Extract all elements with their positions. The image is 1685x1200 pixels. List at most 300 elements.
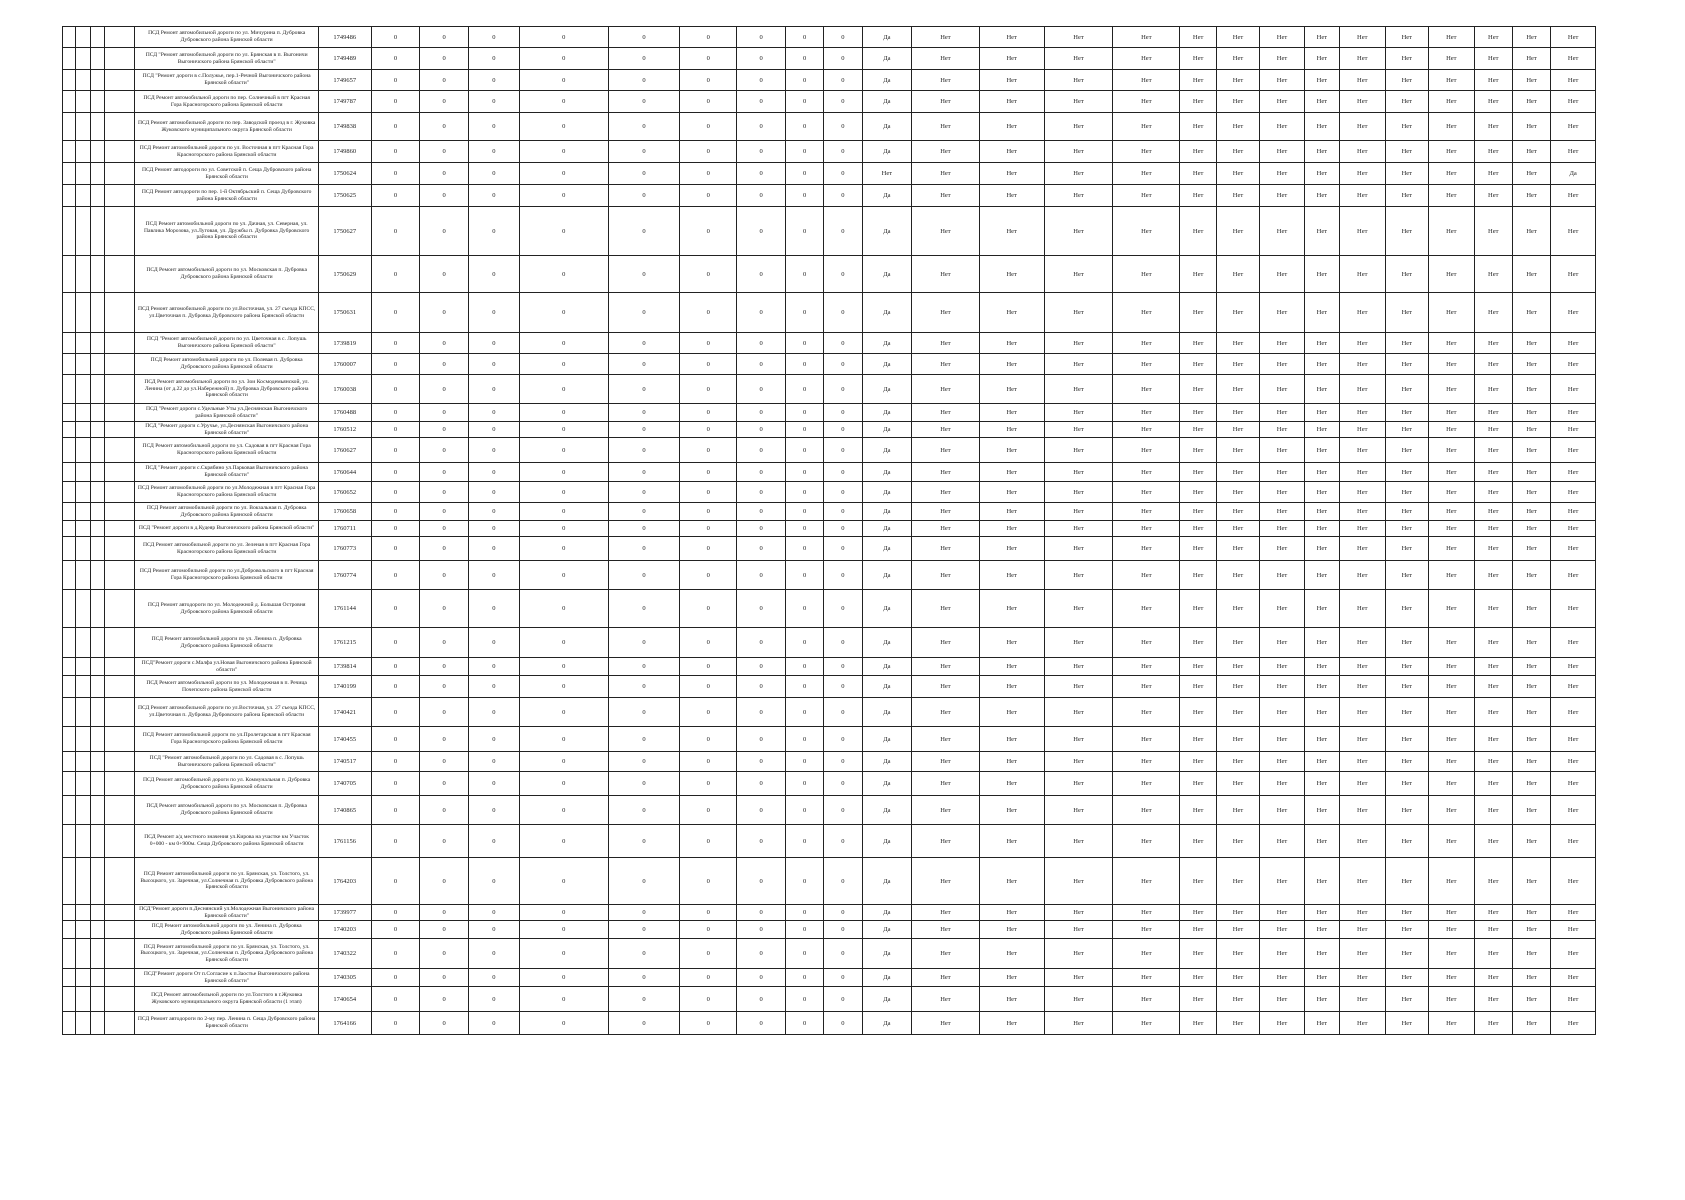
flag-cell: Да — [862, 293, 912, 333]
zero-value-cell: 0 — [785, 939, 823, 969]
zero-value-cell: 0 — [420, 113, 469, 141]
zero-value-cell: 0 — [824, 113, 862, 141]
no-value-cell: Нет — [1474, 1012, 1512, 1035]
zero-value-cell: 0 — [680, 404, 737, 422]
no-value-cell: Нет — [1429, 698, 1475, 727]
no-value-cell: Нет — [1180, 796, 1216, 825]
no-value-cell: Нет — [1339, 404, 1385, 422]
no-value-cell: Нет — [1339, 521, 1385, 537]
no-value-cell: Нет — [1216, 333, 1260, 354]
no-value-cell: Нет — [979, 658, 1044, 676]
no-value-cell: Нет — [1260, 48, 1305, 70]
zero-value-cell: 0 — [519, 27, 608, 48]
no-value-cell: Нет — [1180, 939, 1216, 969]
table-row — [63, 752, 1596, 772]
zero-value-cell: 0 — [608, 113, 679, 141]
no-value-cell: Нет — [1304, 939, 1339, 969]
zero-value-cell: 0 — [824, 163, 862, 185]
table-row — [63, 628, 1596, 658]
zero-value-cell: 0 — [519, 969, 608, 987]
zero-value-cell: 0 — [420, 293, 469, 333]
no-value-cell: Нет — [1304, 70, 1339, 91]
zero-value-cell: 0 — [824, 825, 862, 858]
flag-cell: Да — [862, 987, 912, 1012]
zero-value-cell: 0 — [519, 676, 608, 698]
no-value-cell: Нет — [1474, 698, 1512, 727]
no-value-cell: Нет — [1474, 752, 1512, 772]
empty-cell — [63, 503, 76, 521]
no-value-cell: Нет — [1474, 185, 1512, 207]
project-code-cell: 1740455 — [318, 727, 371, 752]
empty-cell — [63, 698, 76, 727]
no-value-cell: Нет — [1113, 91, 1180, 113]
zero-value-cell: 0 — [824, 91, 862, 113]
no-value-cell: Нет — [1216, 772, 1260, 796]
table-row — [63, 921, 1596, 939]
zero-value-cell: 0 — [371, 27, 420, 48]
no-value-cell: Нет — [1044, 772, 1112, 796]
no-value-cell: Нет — [1216, 207, 1260, 256]
zero-value-cell: 0 — [680, 1012, 737, 1035]
project-name-cell: ПСД Ремонт автомобильной дороги по ул. Зои Космодемьянской, ул. Ленина (от д.22 до ул.Набережной) п. Дубровка Дубровского района Брянской области — [135, 375, 318, 404]
no-value-cell: Нет — [1304, 503, 1339, 521]
empty-cell — [105, 256, 135, 293]
flag-cell: Да — [862, 141, 912, 163]
empty-cell — [63, 590, 76, 628]
no-value-cell: Нет — [1304, 772, 1339, 796]
flag-cell: Да — [862, 561, 912, 590]
no-value-cell: Нет — [1304, 404, 1339, 422]
empty-cell — [105, 727, 135, 752]
zero-value-cell: 0 — [737, 113, 786, 141]
zero-value-cell: 0 — [420, 163, 469, 185]
zero-value-cell: 0 — [737, 658, 786, 676]
zero-value-cell: 0 — [468, 375, 519, 404]
project-code-cell: 1740322 — [318, 939, 371, 969]
no-value-cell: Нет — [1512, 422, 1550, 438]
table-row — [63, 422, 1596, 438]
project-name-cell: ПСД Ремонт автомобильной дороги по ул.Восточная, ул. 27 съезда КПСС, ул.Цветочная п. Дубровка Дубровского района Брянской области — [135, 293, 318, 333]
zero-value-cell: 0 — [680, 590, 737, 628]
table-row — [63, 987, 1596, 1012]
empty-cell — [90, 438, 105, 463]
no-value-cell: Нет — [1429, 772, 1475, 796]
zero-value-cell: 0 — [737, 375, 786, 404]
no-value-cell: Нет — [1339, 438, 1385, 463]
empty-cell — [90, 293, 105, 333]
project-code-cell: 1760512 — [318, 422, 371, 438]
no-value-cell: Нет — [1339, 698, 1385, 727]
no-value-cell: Нет — [1512, 521, 1550, 537]
no-value-cell: Нет — [1512, 333, 1550, 354]
no-value-cell: Нет — [1113, 796, 1180, 825]
zero-value-cell: 0 — [824, 1012, 862, 1035]
zero-value-cell: 0 — [519, 628, 608, 658]
table-row — [63, 905, 1596, 921]
empty-cell — [76, 537, 91, 561]
table-row — [63, 825, 1596, 858]
table-row — [63, 969, 1596, 987]
no-value-cell: Нет — [1044, 628, 1112, 658]
no-value-cell: Нет — [979, 921, 1044, 939]
empty-cell — [105, 905, 135, 921]
zero-value-cell: 0 — [468, 141, 519, 163]
empty-cell — [63, 537, 76, 561]
project-name-cell: ПСД Ремонт автомобильной дороги по ул.Молодежная в пгт Красная Гора Красногорского района Брянской области — [135, 482, 318, 503]
project-name-cell: ПСД Ремонт автомобильной дороги по ул. Мичурина п. Дубровка Дубровского района Брянской области — [135, 27, 318, 48]
no-value-cell: Нет — [1044, 141, 1112, 163]
no-value-cell: Нет — [1304, 905, 1339, 921]
zero-value-cell: 0 — [468, 48, 519, 70]
no-value-cell: Нет — [1216, 858, 1260, 905]
no-value-cell: Нет — [1385, 293, 1429, 333]
zero-value-cell: 0 — [371, 185, 420, 207]
no-value-cell: Нет — [1216, 482, 1260, 503]
empty-cell — [90, 537, 105, 561]
no-value-cell: Нет — [1113, 185, 1180, 207]
table-row — [63, 404, 1596, 422]
zero-value-cell: 0 — [785, 772, 823, 796]
zero-value-cell: 0 — [608, 969, 679, 987]
zero-value-cell: 0 — [420, 48, 469, 70]
no-value-cell: Нет — [1044, 27, 1112, 48]
empty-cell — [76, 404, 91, 422]
no-value-cell: Нет — [1339, 141, 1385, 163]
zero-value-cell: 0 — [420, 70, 469, 91]
no-value-cell: Нет — [1429, 969, 1475, 987]
zero-value-cell: 0 — [519, 91, 608, 113]
project-code-cell: 1760652 — [318, 482, 371, 503]
no-value-cell: Нет — [1260, 561, 1305, 590]
no-value-cell: Нет — [912, 825, 979, 858]
empty-cell — [105, 987, 135, 1012]
zero-value-cell: 0 — [371, 969, 420, 987]
no-value-cell: Нет — [1429, 113, 1475, 141]
no-value-cell: Нет — [979, 825, 1044, 858]
flag-cell: Да — [862, 70, 912, 91]
last-flag-cell: Нет — [1551, 333, 1596, 354]
empty-cell — [90, 969, 105, 987]
zero-value-cell: 0 — [824, 752, 862, 772]
empty-cell — [76, 521, 91, 537]
no-value-cell: Нет — [1512, 48, 1550, 70]
zero-value-cell: 0 — [371, 796, 420, 825]
no-value-cell: Нет — [1339, 482, 1385, 503]
zero-value-cell: 0 — [785, 375, 823, 404]
zero-value-cell: 0 — [519, 905, 608, 921]
project-name-cell: ПСД Ремонт автомобильной дороги по ул. Ленина п. Дубровка Дубровского района Брянской области — [135, 921, 318, 939]
document-sheet — [62, 26, 1596, 1158]
empty-cell — [63, 939, 76, 969]
zero-value-cell: 0 — [680, 438, 737, 463]
no-value-cell: Нет — [1385, 91, 1429, 113]
no-value-cell: Нет — [1429, 375, 1475, 404]
zero-value-cell: 0 — [420, 354, 469, 375]
no-value-cell: Нет — [1385, 256, 1429, 293]
empty-cell — [63, 438, 76, 463]
table-row — [63, 590, 1596, 628]
no-value-cell: Нет — [1429, 482, 1475, 503]
no-value-cell: Нет — [1429, 658, 1475, 676]
zero-value-cell: 0 — [608, 503, 679, 521]
zero-value-cell: 0 — [680, 658, 737, 676]
no-value-cell: Нет — [1429, 987, 1475, 1012]
no-value-cell: Нет — [1044, 537, 1112, 561]
zero-value-cell: 0 — [420, 141, 469, 163]
zero-value-cell: 0 — [824, 482, 862, 503]
zero-value-cell: 0 — [519, 185, 608, 207]
no-value-cell: Нет — [1474, 987, 1512, 1012]
no-value-cell: Нет — [1304, 561, 1339, 590]
zero-value-cell: 0 — [420, 921, 469, 939]
empty-cell — [76, 987, 91, 1012]
no-value-cell: Нет — [1260, 91, 1305, 113]
project-code-cell: 1760711 — [318, 521, 371, 537]
no-value-cell: Нет — [1260, 987, 1305, 1012]
empty-cell — [90, 921, 105, 939]
zero-value-cell: 0 — [371, 141, 420, 163]
no-value-cell: Нет — [1113, 113, 1180, 141]
empty-cell — [90, 939, 105, 969]
zero-value-cell: 0 — [680, 482, 737, 503]
no-value-cell: Нет — [1216, 825, 1260, 858]
zero-value-cell: 0 — [371, 70, 420, 91]
no-value-cell: Нет — [1339, 91, 1385, 113]
zero-value-cell: 0 — [371, 482, 420, 503]
no-value-cell: Нет — [1260, 658, 1305, 676]
zero-value-cell: 0 — [468, 628, 519, 658]
no-value-cell: Нет — [1429, 796, 1475, 825]
no-value-cell: Нет — [1260, 825, 1305, 858]
zero-value-cell: 0 — [824, 772, 862, 796]
empty-cell — [76, 438, 91, 463]
zero-value-cell: 0 — [371, 438, 420, 463]
zero-value-cell: 0 — [519, 256, 608, 293]
no-value-cell: Нет — [1512, 698, 1550, 727]
empty-cell — [90, 727, 105, 752]
table-row — [63, 256, 1596, 293]
no-value-cell: Нет — [1339, 676, 1385, 698]
empty-cell — [63, 375, 76, 404]
no-value-cell: Нет — [1113, 676, 1180, 698]
project-code-cell: 1750631 — [318, 293, 371, 333]
table-row — [63, 658, 1596, 676]
no-value-cell: Нет — [1385, 939, 1429, 969]
no-value-cell: Нет — [1180, 333, 1216, 354]
no-value-cell: Нет — [1180, 482, 1216, 503]
zero-value-cell: 0 — [468, 293, 519, 333]
flag-cell: Да — [862, 256, 912, 293]
no-value-cell: Нет — [1474, 772, 1512, 796]
zero-value-cell: 0 — [680, 905, 737, 921]
no-value-cell: Нет — [1304, 113, 1339, 141]
table-row — [63, 537, 1596, 561]
no-value-cell: Нет — [1474, 796, 1512, 825]
no-value-cell: Нет — [1044, 463, 1112, 482]
empty-cell — [63, 561, 76, 590]
table-row — [63, 698, 1596, 727]
no-value-cell: Нет — [1339, 858, 1385, 905]
no-value-cell: Нет — [1180, 987, 1216, 1012]
zero-value-cell: 0 — [785, 48, 823, 70]
zero-value-cell: 0 — [608, 482, 679, 503]
zero-value-cell: 0 — [737, 969, 786, 987]
no-value-cell: Нет — [1512, 70, 1550, 91]
no-value-cell: Нет — [1474, 590, 1512, 628]
no-value-cell: Нет — [1113, 628, 1180, 658]
last-flag-cell: Нет — [1551, 404, 1596, 422]
zero-value-cell: 0 — [420, 676, 469, 698]
no-value-cell: Нет — [1304, 698, 1339, 727]
zero-value-cell: 0 — [519, 375, 608, 404]
zero-value-cell: 0 — [680, 163, 737, 185]
no-value-cell: Нет — [912, 676, 979, 698]
no-value-cell: Нет — [1385, 987, 1429, 1012]
no-value-cell: Нет — [979, 482, 1044, 503]
empty-cell — [105, 537, 135, 561]
no-value-cell: Нет — [1044, 561, 1112, 590]
empty-cell — [90, 375, 105, 404]
zero-value-cell: 0 — [468, 590, 519, 628]
zero-value-cell: 0 — [468, 658, 519, 676]
flag-cell: Да — [862, 698, 912, 727]
empty-cell — [105, 404, 135, 422]
zero-value-cell: 0 — [371, 698, 420, 727]
empty-cell — [76, 207, 91, 256]
no-value-cell: Нет — [1044, 438, 1112, 463]
no-value-cell: Нет — [979, 939, 1044, 969]
zero-value-cell: 0 — [824, 727, 862, 752]
project-code-cell: 1740654 — [318, 987, 371, 1012]
no-value-cell: Нет — [979, 676, 1044, 698]
no-value-cell: Нет — [1339, 70, 1385, 91]
no-value-cell: Нет — [1113, 561, 1180, 590]
project-code-cell: 1740199 — [318, 676, 371, 698]
zero-value-cell: 0 — [785, 256, 823, 293]
zero-value-cell: 0 — [785, 70, 823, 91]
zero-value-cell: 0 — [680, 354, 737, 375]
last-flag-cell: Нет — [1551, 939, 1596, 969]
no-value-cell: Нет — [1044, 858, 1112, 905]
empty-cell — [90, 185, 105, 207]
no-value-cell: Нет — [1429, 141, 1475, 163]
no-value-cell: Нет — [1429, 463, 1475, 482]
flag-cell: Да — [862, 590, 912, 628]
empty-cell — [76, 752, 91, 772]
empty-cell — [76, 375, 91, 404]
zero-value-cell: 0 — [824, 463, 862, 482]
empty-cell — [76, 727, 91, 752]
no-value-cell: Нет — [1180, 727, 1216, 752]
zero-value-cell: 0 — [371, 825, 420, 858]
zero-value-cell: 0 — [824, 207, 862, 256]
zero-value-cell: 0 — [371, 628, 420, 658]
flag-cell: Нет — [862, 163, 912, 185]
no-value-cell: Нет — [1180, 772, 1216, 796]
no-value-cell: Нет — [1113, 921, 1180, 939]
no-value-cell: Нет — [1304, 858, 1339, 905]
last-flag-cell: Нет — [1551, 113, 1596, 141]
zero-value-cell: 0 — [371, 590, 420, 628]
zero-value-cell: 0 — [468, 91, 519, 113]
no-value-cell: Нет — [979, 796, 1044, 825]
zero-value-cell: 0 — [608, 825, 679, 858]
table-row — [63, 27, 1596, 48]
zero-value-cell: 0 — [371, 463, 420, 482]
zero-value-cell: 0 — [608, 537, 679, 561]
no-value-cell: Нет — [1180, 404, 1216, 422]
zero-value-cell: 0 — [680, 521, 737, 537]
empty-cell — [105, 438, 135, 463]
no-value-cell: Нет — [1113, 772, 1180, 796]
zero-value-cell: 0 — [519, 113, 608, 141]
no-value-cell: Нет — [1512, 27, 1550, 48]
project-code-cell: 1740203 — [318, 921, 371, 939]
no-value-cell: Нет — [1304, 375, 1339, 404]
zero-value-cell: 0 — [468, 521, 519, 537]
zero-value-cell: 0 — [608, 796, 679, 825]
no-value-cell: Нет — [1474, 354, 1512, 375]
table-row — [63, 48, 1596, 70]
zero-value-cell: 0 — [519, 825, 608, 858]
no-value-cell: Нет — [1180, 256, 1216, 293]
empty-cell — [90, 628, 105, 658]
zero-value-cell: 0 — [519, 987, 608, 1012]
no-value-cell: Нет — [1260, 676, 1305, 698]
empty-cell — [105, 628, 135, 658]
no-value-cell: Нет — [1474, 404, 1512, 422]
zero-value-cell: 0 — [737, 27, 786, 48]
no-value-cell: Нет — [1044, 727, 1112, 752]
no-value-cell: Нет — [1044, 185, 1112, 207]
project-code-cell: 1740705 — [318, 772, 371, 796]
zero-value-cell: 0 — [737, 207, 786, 256]
zero-value-cell: 0 — [824, 422, 862, 438]
no-value-cell: Нет — [1429, 590, 1475, 628]
no-value-cell: Нет — [1429, 921, 1475, 939]
no-value-cell: Нет — [1260, 185, 1305, 207]
zero-value-cell: 0 — [785, 561, 823, 590]
zero-value-cell: 0 — [519, 163, 608, 185]
no-value-cell: Нет — [1385, 825, 1429, 858]
no-value-cell: Нет — [912, 752, 979, 772]
no-value-cell: Нет — [1429, 354, 1475, 375]
no-value-cell: Нет — [912, 772, 979, 796]
zero-value-cell: 0 — [519, 48, 608, 70]
no-value-cell: Нет — [1113, 752, 1180, 772]
zero-value-cell: 0 — [785, 537, 823, 561]
project-name-cell: ПСД"Ремонт дороги с.Малфа ул.Новая Выгоничского района Брянской области" — [135, 658, 318, 676]
zero-value-cell: 0 — [608, 921, 679, 939]
empty-cell — [105, 590, 135, 628]
project-name-cell: ПСД Ремонт автомобильной дороги по ул. Ленина п. Дубровка Дубровского района Брянской области — [135, 628, 318, 658]
empty-cell — [76, 590, 91, 628]
no-value-cell: Нет — [912, 256, 979, 293]
no-value-cell: Нет — [1113, 333, 1180, 354]
table-row — [63, 727, 1596, 752]
no-value-cell: Нет — [1113, 354, 1180, 375]
no-value-cell: Нет — [1429, 293, 1475, 333]
table-row — [63, 141, 1596, 163]
table-row — [63, 521, 1596, 537]
zero-value-cell: 0 — [608, 772, 679, 796]
empty-cell — [105, 48, 135, 70]
no-value-cell: Нет — [1474, 482, 1512, 503]
no-value-cell: Нет — [1180, 163, 1216, 185]
no-value-cell: Нет — [1180, 207, 1216, 256]
last-flag-cell: Нет — [1551, 293, 1596, 333]
zero-value-cell: 0 — [737, 628, 786, 658]
